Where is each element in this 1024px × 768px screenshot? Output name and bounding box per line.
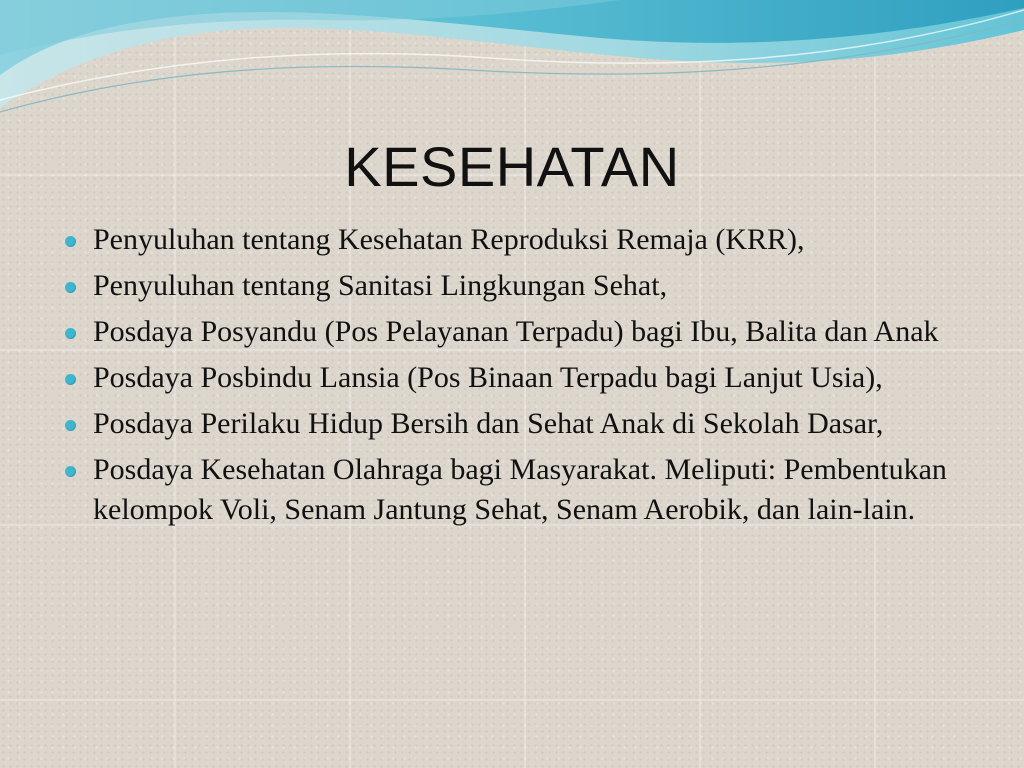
bullet-icon [65,328,76,339]
list-item-text: Posdaya Posyandu (Pos Pelayanan Terpadu) bagi Ibu, Balita dan Anak [93,315,939,348]
bullet-icon [65,420,76,431]
bullet-list [62,220,972,536]
list-item-text: Posdaya Kesehatan Olahraga bagi Masyarakat. Meliputi: Pembentukan kelompok Voli, Senam Jantung Sehat, Senam Aerobik, dan lain-lain. [93,453,947,526]
list-item [62,266,972,306]
list-item [62,450,972,530]
bullet-icon [65,282,76,293]
list-item [62,358,972,398]
list-item [62,220,972,260]
bullet-icon [65,236,76,247]
list-item [62,312,972,352]
header-wave-decoration [0,0,1024,120]
list-item-text: Posdaya Posbindu Lansia (Pos Binaan Terpadu bagi Lanjut Usia), [93,361,883,394]
list-item-text: Penyuluhan tentang Sanitasi Lingkungan Sehat, [93,269,668,302]
bullet-icon [65,374,76,385]
list-item-text: Posdaya Perilaku Hidup Bersih dan Sehat Anak di Sekolah Dasar, [93,407,884,440]
list-item [62,404,972,444]
list-item-text: Penyuluhan tentang Kesehatan Reproduksi Remaja (KRR), [93,223,805,256]
slide-title: KESEHATAN [344,135,680,198]
bullet-icon [65,466,76,477]
